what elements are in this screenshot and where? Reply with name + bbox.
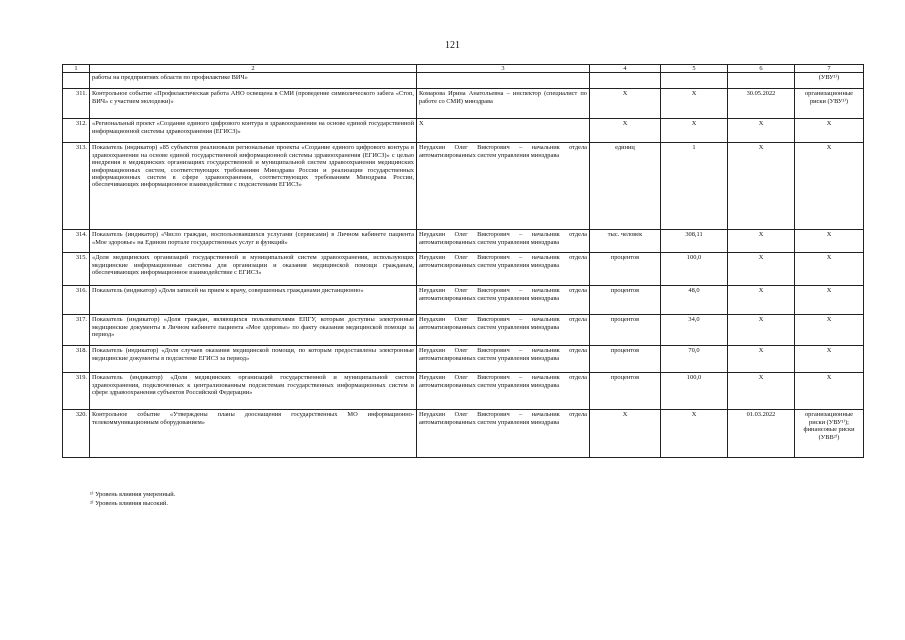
row-description: «Доля медицинских организаций государственной и муниципальной систем здравоохранения, использующих медицинские информационные системы для организации и оказания медицинской помощи гражданам, обеспечивающих информационное взаимодействие с ЕГИСЗ»: [90, 253, 417, 286]
row-responsible: Комарова Ирина Анатольевна – инспектор (специалист по работе со СМИ) минздрава: [417, 89, 590, 119]
row-number: 317.: [63, 315, 90, 346]
table-row: [63, 346, 864, 373]
row-risk: X: [795, 143, 864, 230]
row-risk: X: [795, 373, 864, 410]
row-number: 318.: [63, 346, 90, 373]
row-description: Показатель (индикатор) «85 субъектов реализовали региональные проекты «Создание единого цифрового контура в здравоохранении на основе единой государственной информационной системы здравоохранения (ЕГИСЗ)» с целью внедрения в медицинских организациях государственной и муниципальной систем здравоохранения медицинских информационных систем, соответствующих требованиям Минздрава России и реализации государственных информационных систем в сфере здравоохранения, соответствующих требованиям Минздрава России, обеспечивающих информационное взаимодействие с подсистемами ЕГИСЗ»: [90, 143, 417, 230]
row-description: Показатель (индикатор) «Число граждан, воспользовавшихся услугами (сервисами) в Личном кабинете пациента «Мое здоровье» на Едином портале государственных услуг и функций»: [90, 230, 417, 253]
table-row: [63, 73, 864, 89]
row-risk: X: [795, 253, 864, 286]
row-responsible: Неудахин Олег Викторович – начальник отдела автоматизированных систем управления минздрава: [417, 253, 590, 286]
row-number: 314.: [63, 230, 90, 253]
row-risk: X: [795, 315, 864, 346]
row-date: X: [728, 346, 795, 373]
row-value: 1: [661, 143, 728, 230]
table-row: [63, 89, 864, 119]
header-col-3: 3: [417, 65, 590, 73]
header-col-5: 5: [661, 65, 728, 73]
row-number: [63, 73, 90, 89]
header-col-2: 2: [90, 65, 417, 73]
row-risk: организационные риски (УВУ¹⁾): [795, 89, 864, 119]
row-description: Показатель (индикатор) «Доля случаев оказания медицинской помощи, по которым предоставлены электронные медицинские документы в подсистеме ЕГИСЗ за период»: [90, 346, 417, 373]
row-date: X: [728, 143, 795, 230]
header-col-7: 7: [795, 65, 864, 73]
row-number: 319.: [63, 373, 90, 410]
row-unit: [590, 73, 661, 89]
row-risk: X: [795, 346, 864, 373]
row-unit: X: [590, 119, 661, 143]
row-responsible: Неудахин Олег Викторович – начальник отдела автоматизированных систем управления минздрава: [417, 373, 590, 410]
row-risk: X: [795, 286, 864, 315]
row-value: X: [661, 89, 728, 119]
row-description: «Региональный проект «Создание единого цифрового контура в здравоохранении на основе единой государственной информационной системы здравоохранения (ЕГИСЗ)»: [90, 119, 417, 143]
row-responsible: Неудахин Олег Викторович – начальник отдела автоматизированных систем управления минздрава: [417, 286, 590, 315]
row-value: 34,0: [661, 315, 728, 346]
table-row: [63, 410, 864, 458]
row-responsible: [417, 73, 590, 89]
row-date: X: [728, 253, 795, 286]
row-responsible: Неудахин Олег Викторович – начальник отдела автоматизированных систем управления минздрава: [417, 230, 590, 253]
row-risk: X: [795, 230, 864, 253]
footnotes: [90, 491, 175, 508]
row-date: X: [728, 286, 795, 315]
row-description: Контрольное событие «Профилактическая работа АНО освещена в СМИ (проведение символического забега «Стоп, ВИЧ» с участием молодежи)»: [90, 89, 417, 119]
row-value: 70,0: [661, 346, 728, 373]
row-responsible: Неудахин Олег Викторович – начальник отдела автоматизированных систем управления минздрава: [417, 346, 590, 373]
row-value: X: [661, 119, 728, 143]
table-row: [63, 286, 864, 315]
row-number: 316.: [63, 286, 90, 315]
row-number: 312.: [63, 119, 90, 143]
header-col-1: 1: [63, 65, 90, 73]
row-value: X: [661, 410, 728, 458]
row-unit: процентов: [590, 346, 661, 373]
table-row: [63, 315, 864, 346]
row-responsible: Неудахин Олег Викторович – начальник отдела автоматизированных систем управления минздрава: [417, 410, 590, 458]
row-date: X: [728, 373, 795, 410]
header-col-4: 4: [590, 65, 661, 73]
row-value: [661, 73, 728, 89]
row-date: 01.03.2022: [728, 410, 795, 458]
row-number: 313.: [63, 143, 90, 230]
table-row: [63, 143, 864, 230]
row-value: 100,0: [661, 373, 728, 410]
row-responsible: Неудахин Олег Викторович – начальник отдела автоматизированных систем управления минздрава: [417, 143, 590, 230]
row-unit: процентов: [590, 373, 661, 410]
row-date: X: [728, 315, 795, 346]
row-value: 48,0: [661, 286, 728, 315]
row-risk: организационные риски (УВУ¹⁾); финансовые риски (УВВ²⁾): [795, 410, 864, 458]
footnote-2: ²⁾ Уровень влияния высокий.: [90, 499, 168, 507]
row-unit: процентов: [590, 315, 661, 346]
row-description: Показатель (индикатор) «Доля медицинских организаций государственной и муниципальной систем здравоохранения, подключенных к централизованным подсистемам государственных информационных систем в сфере здравоохранения субъектов Российской Федерации»: [90, 373, 417, 410]
header-col-6: 6: [728, 65, 795, 73]
table-row: [63, 253, 864, 286]
row-description: Показатель (индикатор) «Доля записей на прием к врачу, совершенных гражданами дистанционно»: [90, 286, 417, 315]
page-number: 121: [445, 40, 460, 51]
row-description: Показатель (индикатор) «Доля граждан, являющихся пользователями ЕПГУ, которым доступны электронные медицинские документы в Личном кабинете пациента «Мое здоровье» по факту оказания медицинской помощи за период»: [90, 315, 417, 346]
table-header-row: [63, 65, 864, 73]
footnote-1: ¹⁾ Уровень влияния умеренный.: [90, 491, 176, 498]
row-unit: процентов: [590, 286, 661, 315]
row-unit: X: [590, 410, 661, 458]
plan-table: [62, 64, 864, 458]
row-number: 320.: [63, 410, 90, 458]
table-row: [63, 230, 864, 253]
row-responsible: Неудахин Олег Викторович – начальник отдела автоматизированных систем управления минздрава: [417, 315, 590, 346]
row-number: 311.: [63, 89, 90, 119]
row-risk: (УВУ¹⁾): [795, 73, 864, 89]
row-value: 308,11: [661, 230, 728, 253]
table-row: [63, 373, 864, 410]
row-unit: X: [590, 89, 661, 119]
row-date: X: [728, 230, 795, 253]
row-unit: тыс. человек: [590, 230, 661, 253]
table-row: [63, 119, 864, 143]
row-unit: процентов: [590, 253, 661, 286]
row-unit: единиц: [590, 143, 661, 230]
row-number: 315.: [63, 253, 90, 286]
row-responsible: X: [417, 119, 590, 143]
row-date: [728, 73, 795, 89]
row-date: X: [728, 119, 795, 143]
row-date: 30.05.2022: [728, 89, 795, 119]
row-description: работы на предприятиях области по профилактике ВИЧ»: [90, 73, 417, 89]
row-risk: X: [795, 119, 864, 143]
row-description: Контрольное событие «Утверждены планы дооснащения государственных МО информационно-телекоммуникационным оборудованием»: [90, 410, 417, 458]
row-value: 100,0: [661, 253, 728, 286]
